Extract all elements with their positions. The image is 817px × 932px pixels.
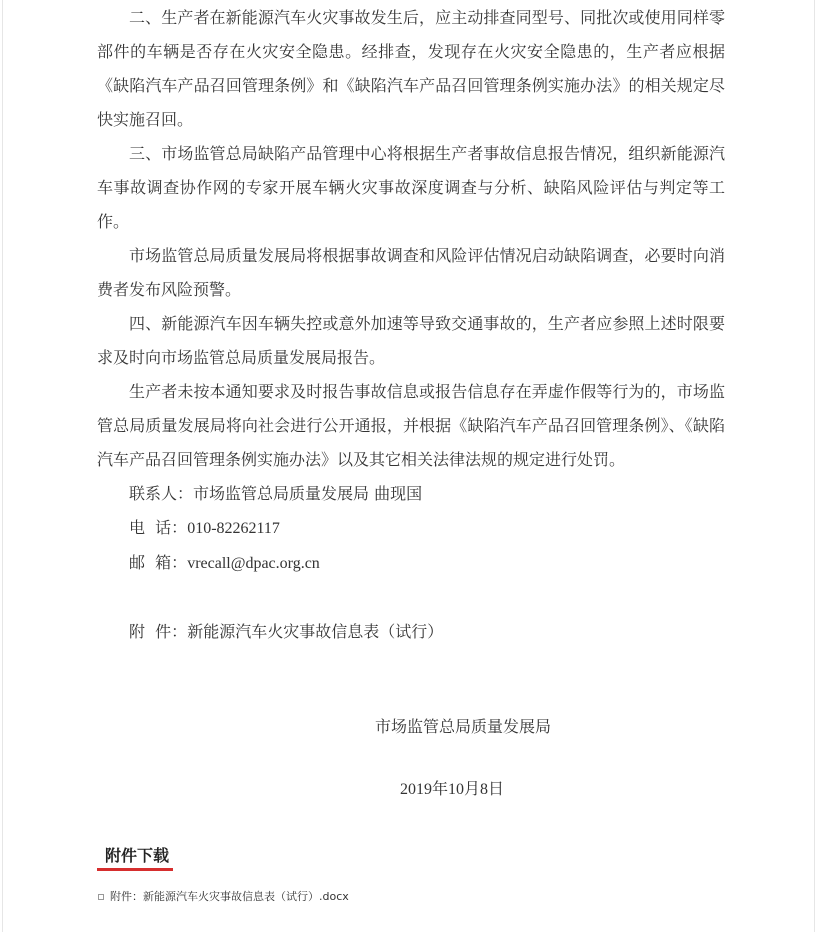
bullet-square-icon bbox=[98, 894, 104, 900]
paragraph-penalty: 生产者未按本通知要求及时报告事故信息或报告信息存在弄虚作假等行为的，市场监管总局质量发展局将向社会进行公开通报，并根据《缺陷汽车产品召回管理条例》、《缺陷汽车产品召回管理条例实施办法》以及其它相关法律法规的规定进行处罚。 bbox=[97, 382, 725, 469]
attachment-note-label: 附 件： bbox=[129, 622, 188, 641]
signature-org: 市场监管总局质量发展局 bbox=[375, 717, 552, 736]
attachment-download-link[interactable]: 附件：新能源汽车火灾事故信息表（试行）.docx bbox=[110, 890, 349, 903]
signature-date: 2019年10月8日 bbox=[400, 781, 505, 798]
paragraph-4: 四、新能源汽车因车辆失控或意外加速等导致交通事故的，生产者应参照上述时限要求及时向市场监管总局质量发展局报告。 bbox=[97, 314, 725, 367]
list-item bbox=[97, 890, 717, 904]
paragraph-3: 三、市场监管总局缺陷产品管理中心将根据生产者事故信息报告情况，组织新能源汽车事故调查协作网的专家开展车辆火灾事故深度调查与分析、缺陷风险评估与判定等工作。 bbox=[97, 144, 725, 231]
article-body bbox=[97, 0, 725, 649]
paragraph-3-supplement: 市场监管总局质量发展局将根据事故调查和风险评估情况启动缺陷调查，必要时向消费者发布风险预警。 bbox=[97, 246, 725, 299]
attachment-download-title: 附件下载 bbox=[97, 846, 173, 871]
attachment-note-value: 新能源汽车火灾事故信息表（试行） bbox=[187, 622, 444, 641]
contact-phone-label: 电 话： bbox=[129, 518, 188, 537]
contact-email-label: 邮 箱： bbox=[129, 553, 188, 572]
attachment-download-section bbox=[97, 846, 717, 904]
page-frame bbox=[2, 0, 815, 932]
contact-email bbox=[97, 546, 725, 581]
contact-person-value: 市场监管总局质量发展局 曲现国 bbox=[193, 484, 423, 503]
attachment-note bbox=[97, 615, 725, 649]
contact-email-value: vrecall@dpac.org.cn bbox=[187, 555, 320, 572]
paragraph-2: 二、生产者在新能源汽车火灾事故发生后，应主动排查同型号、同批次或使用同样零部件的车辆是否存在火灾安全隐患。经排查，发现存在火灾安全隐患的，生产者应根据《缺陷汽车产品召回管理条例》和《缺陷汽车产品召回管理条例实施办法》的相关规定尽快实施召回。 bbox=[97, 8, 725, 129]
contact-phone bbox=[97, 511, 725, 546]
contact-person-label: 联系人： bbox=[129, 484, 194, 503]
contact-person bbox=[97, 477, 725, 511]
contact-phone-value: 010-82262117 bbox=[187, 520, 280, 537]
spacer bbox=[97, 581, 725, 615]
